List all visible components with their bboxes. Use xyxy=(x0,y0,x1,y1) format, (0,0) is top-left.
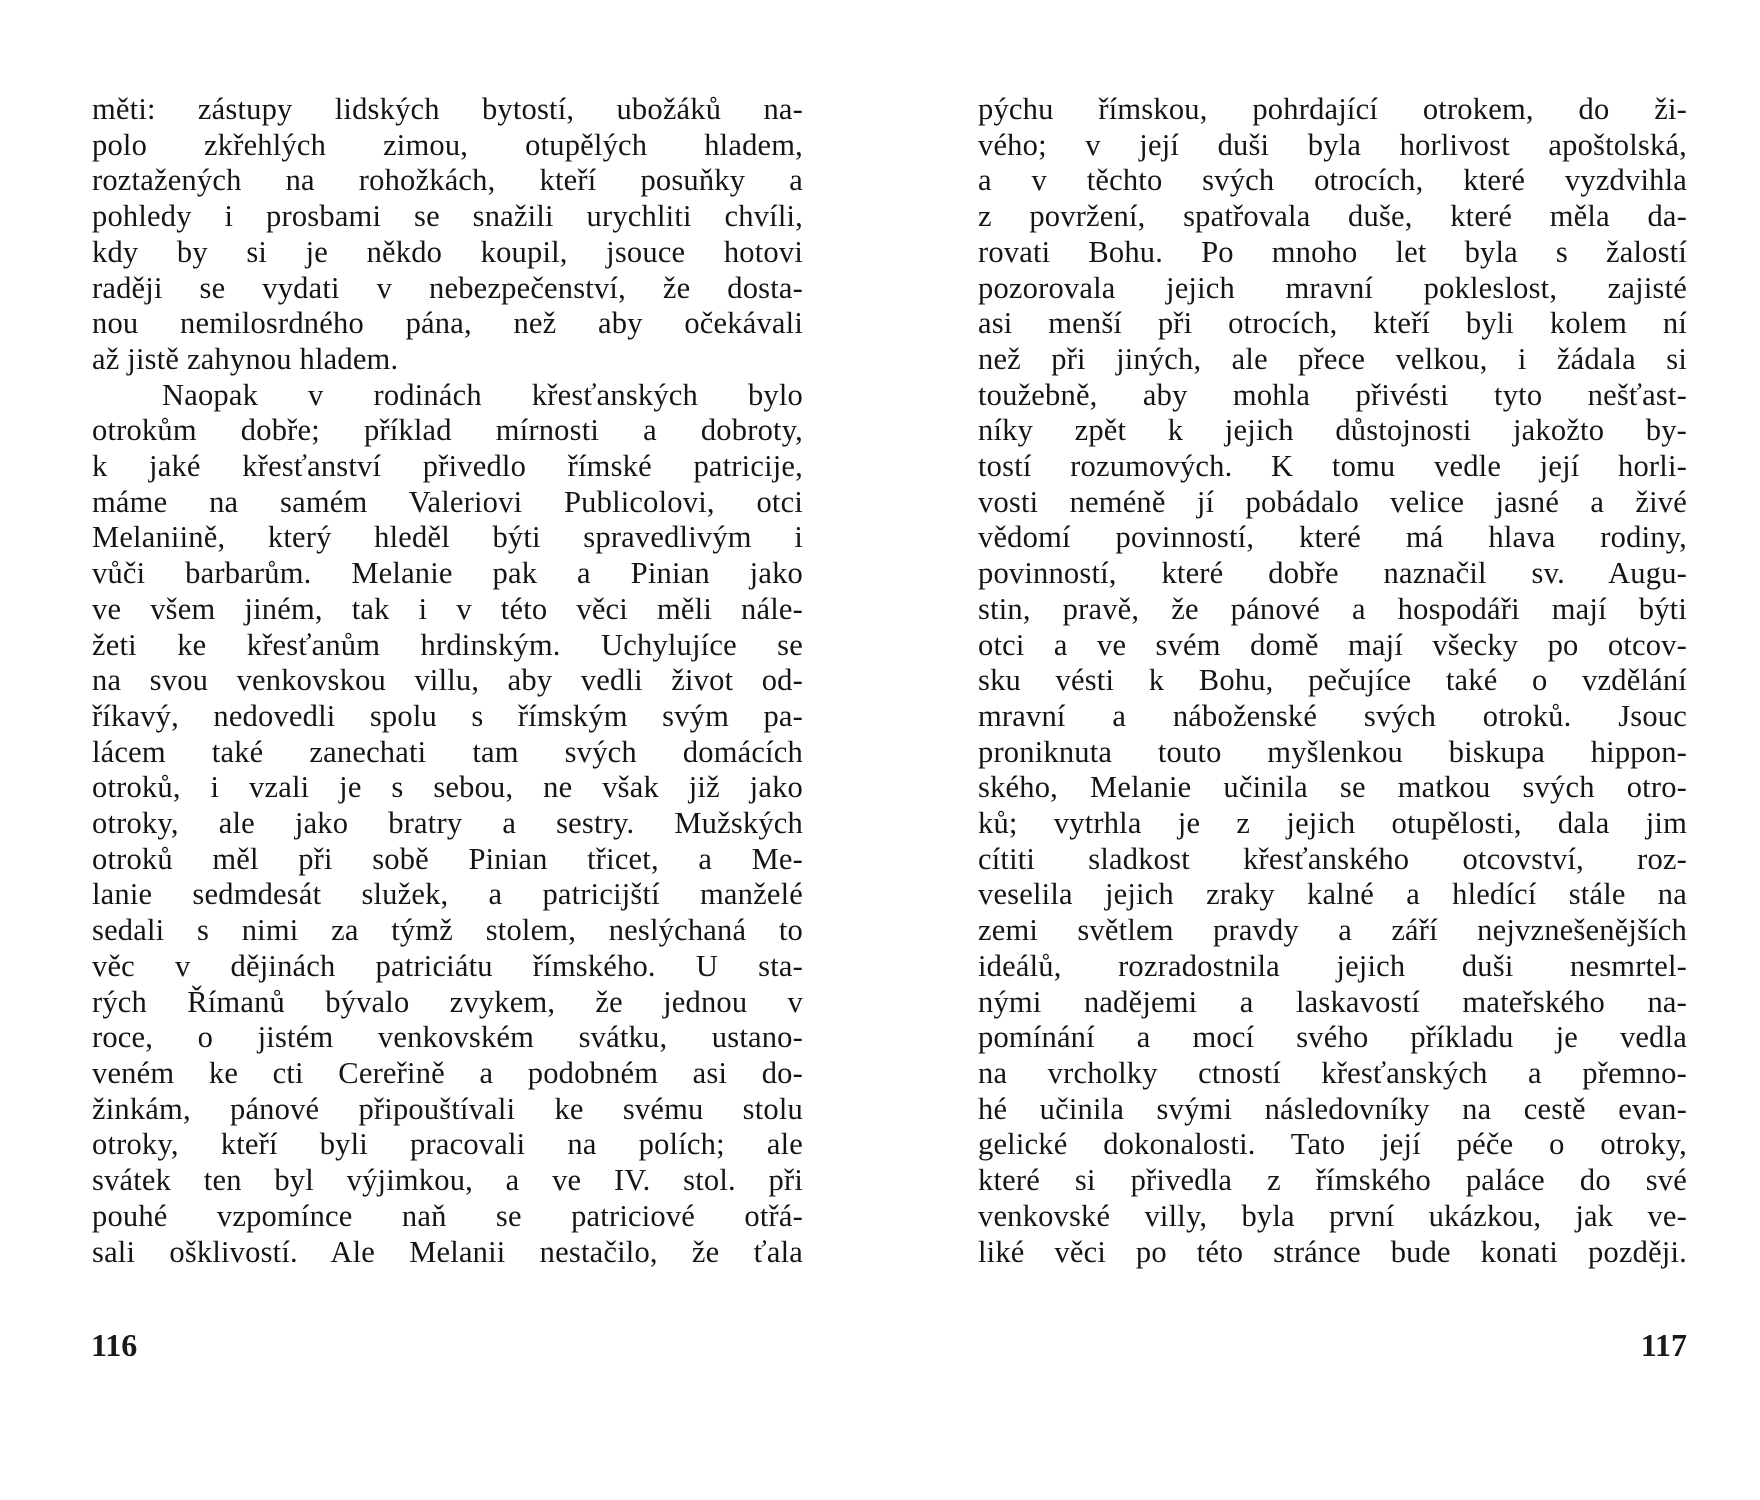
text-line: otrokům dobře; příklad mírnosti a dobroty, xyxy=(92,413,803,448)
text-line: svátek ten byl výjimkou, a ve IV. stol. při xyxy=(92,1163,803,1198)
text-line: sali ošklivostí. Ale Melanii nestačilo, že ťala xyxy=(92,1234,803,1269)
text-line: níky zpět k jejich důstojnosti jakožto by- xyxy=(978,413,1687,448)
text-line: otroků měl při sobě Pinian třicet, a Me- xyxy=(92,841,803,876)
text-line: toužebně, aby mohla přivésti tyto nešťast- xyxy=(978,377,1687,412)
text-line: venkovské villy, byla první ukázkou, jak ve- xyxy=(978,1198,1687,1233)
text-line: hé učinila svými následovníky na cestě evan- xyxy=(978,1091,1687,1126)
text-line: věc v dějinách patriciátu římského. U sta- xyxy=(92,948,803,983)
text-line: vědomí povinností, které má hlava rodiny, xyxy=(978,520,1687,555)
text-line: roce, o jistém venkovském svátku, ustano- xyxy=(92,1020,803,1055)
text-line: pomínání a mocí svého příkladu je vedla xyxy=(978,1020,1687,1055)
text-line: sedali s nimi za týmž stolem, neslýchaná to xyxy=(92,913,803,948)
right-page xyxy=(880,0,1760,1500)
text-line: pozorovala jejich mravní pokleslost, zajisté xyxy=(978,270,1687,305)
text-line: povinností, které dobře naznačil sv. Augu- xyxy=(978,556,1687,591)
text-line: máme na samém Valeriovi Publicolovi, otci xyxy=(92,484,803,519)
text-line: Naopak v rodinách křesťanských bylo xyxy=(162,377,803,412)
text-line: otroky, kteří byli pracovali na polích; ale xyxy=(92,1127,803,1162)
text-line: otroků, i vzali je s sebou, ne však již jako xyxy=(92,770,803,805)
left-page-text xyxy=(92,92,803,1270)
text-line: než při jiných, ale přece velkou, i žádala si xyxy=(978,341,1687,376)
text-line: raději se vydati v nebezpečenství, že dosta- xyxy=(92,270,803,305)
page-number: 116 xyxy=(91,1327,138,1363)
text-line: z povržení, spatřovala duše, které měla da- xyxy=(978,199,1687,234)
text-line: měti: zástupy lidských bytostí, ubožáků na- xyxy=(92,92,803,126)
text-line: gelické dokonalosti. Tato její péče o otroky, xyxy=(978,1127,1687,1162)
text-line: cítiti sladkost křesťanského otcovství, roz- xyxy=(978,841,1687,876)
text-line: ského, Melanie učinila se matkou svých otro- xyxy=(978,770,1687,805)
text-line: proniknuta touto myšlenkou biskupa hippon- xyxy=(978,734,1687,769)
text-line: sku vésti k Bohu, pečujíce také o vzdělání xyxy=(978,663,1687,698)
page-number: 117 xyxy=(1640,1327,1687,1363)
text-line: ků; vytrhla je z jejich otupělosti, dala jim xyxy=(978,806,1687,841)
text-line: nými nadějemi a laskavostí mateřského na- xyxy=(978,984,1687,1019)
text-line: pohledy i prosbami se snažili urychliti chvíli, xyxy=(92,199,803,234)
text-line: zemi světlem pravdy a září nejvznešenějších xyxy=(978,913,1687,948)
text-line: veném ke cti Cereřině a podobném asi do- xyxy=(92,1055,803,1090)
text-line: žinkám, pánové připouštívali ke svému stolu xyxy=(92,1091,803,1126)
text-line: rých Římanů bývalo zvykem, že jednou v xyxy=(92,984,803,1019)
text-line: vůči barbarům. Melanie pak a Pinian jako xyxy=(92,556,803,591)
text-line: polo zkřehlých zimou, otupělých hladem, xyxy=(92,127,803,162)
text-line: vého; v její duši byla horlivost apoštolská, xyxy=(978,127,1687,162)
text-line: na svou venkovskou villu, aby vedli život od- xyxy=(92,663,803,698)
text-line: pýchu římskou, pohrdající otrokem, do ži- xyxy=(978,92,1687,126)
text-line: otroky, ale jako bratry a sestry. Mužských xyxy=(92,806,803,841)
text-line: otci a ve svém domě mají všecky po otcov- xyxy=(978,627,1687,662)
text-line: mravní a náboženské svých otroků. Jsouc xyxy=(978,698,1687,733)
right-page-text xyxy=(978,92,1687,1270)
text-line: žeti ke křesťanům hrdinským. Uchylujíce se xyxy=(92,627,803,662)
text-line: Melaniině, který hleděl býti spravedlivým i xyxy=(92,520,803,555)
text-line: říkavý, nedovedli spolu s římským svým pa- xyxy=(92,698,803,733)
text-line: které si přivedla z římského paláce do své xyxy=(978,1163,1687,1198)
text-line: nou nemilosrdného pána, než aby očekávali xyxy=(92,306,803,341)
text-line: kdy by si je někdo koupil, jsouce hotovi xyxy=(92,234,803,269)
text-line: až jistě zahynou hladem. xyxy=(92,341,399,376)
text-line: rovati Bohu. Po mnoho let byla s žalostí xyxy=(978,234,1687,269)
text-line: ideálů, rozradostnila jejich duši nesmrtel- xyxy=(978,948,1687,983)
text-line: k jaké křesťanství přivedlo římské patricije, xyxy=(92,449,803,484)
text-line: roztažených na rohožkách, kteří posuňky a xyxy=(92,163,803,198)
text-line: ve všem jiném, tak i v této věci měli nále- xyxy=(92,591,803,626)
text-line: stin, pravě, že pánové a hospodáři mají býti xyxy=(978,591,1687,626)
text-line: lanie sedmdesát služek, a patricijští manželé xyxy=(92,877,803,912)
text-line: tostí rozumových. K tomu vedle její horli- xyxy=(978,449,1687,484)
text-line: na vrcholky ctností křesťanských a přemno- xyxy=(978,1055,1687,1090)
text-line: liké věci po této stránce bude konati později. xyxy=(978,1234,1687,1269)
text-line: lácem také zanechati tam svých domácích xyxy=(92,734,803,769)
text-line: pouhé vzpomínce naň se patriciové otřá- xyxy=(92,1198,803,1233)
text-line: vosti neméně jí pobádalo velice jasné a živé xyxy=(978,484,1687,519)
text-line: a v těchto svých otrocích, které vyzdvihla xyxy=(978,163,1687,198)
text-line: asi menší při otrocích, kteří byli kolem ní xyxy=(978,306,1687,341)
text-line: veselila jejich zraky kalné a hledící stále na xyxy=(978,877,1687,912)
